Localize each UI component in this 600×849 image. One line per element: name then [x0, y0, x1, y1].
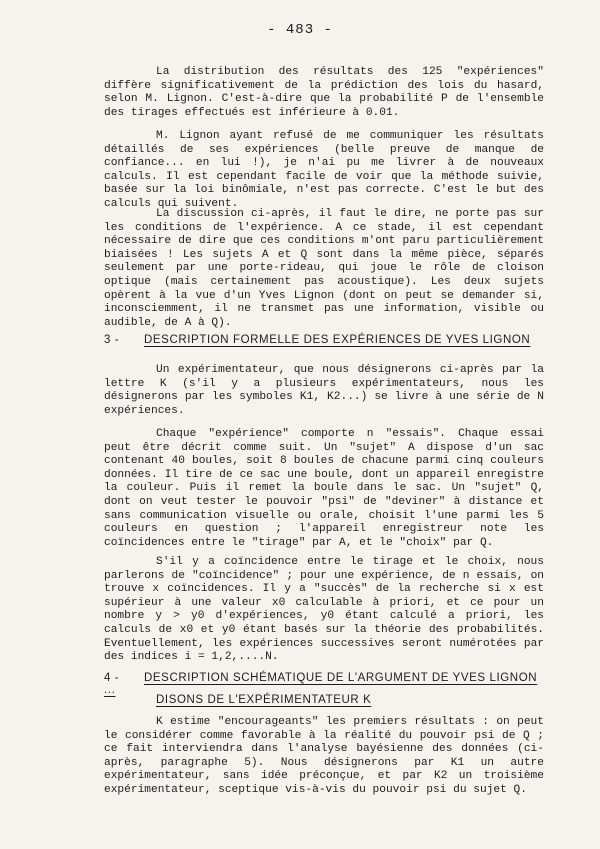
paragraph-discussion	[104, 208, 544, 330]
section-title: DESCRIPTION FORMELLE DES EXPÉRIENCES DE YVES LIGNON	[144, 334, 531, 346]
paragraph-k-estimates	[104, 716, 544, 798]
paragraph-experience	[104, 428, 544, 550]
paragraph-text: M. Lignon ayant refusé de me communiquer les résultats détaillés de ses expériences (belle preuve de manque de confiance... en lui !), je n'ai pu me livrer à de nouveaux calculs. Il est cependant facile de voir que la méthode suivie, basée sur la loi binômiale, n'est pas correcte. C'est le but des calculs qui suivent.	[104, 130, 544, 210]
page-number: - 483 -	[267, 22, 333, 38]
paragraph-distribution	[104, 66, 544, 120]
paragraph-text: Un expérimentateur, que nous désignerons ci-après par la lettre K (s'il y a plusieurs expérimentateurs, nous les désignerons par les symboles K1, K2...) se livre à une série de N expériences.	[104, 364, 544, 417]
paragraph-text: Chaque "expérience" comporte n "essais". Chaque essai peut être décrit comme suit. Un "sujet" A dispose d'un sac contenant 40 boules, soit 8 boules de chacune parmi cinq couleurs données. Il tire de ce sac une boule, dont un appareil enregistre la couleur. Puis il remet la boule dans le sac. Un "sujet" Q, dont on veut tester le pouvoir "psi" de "deviner" à distance et sans communication visuelle ou orale, choisit l'une parmi les 5 couleurs en question ; l'appareil enregistreur note les coïncidences entre le "tirage" par A, et le "choix" par Q.	[104, 428, 544, 549]
section-number: 3 -	[104, 334, 120, 346]
paragraph-text: K estime "encourageants" les premiers résultats : on peut le considérer comme favorable à la réalité du pouvoir psi de Q ; ce fait interviendra dans l'analyse bayésienne des données (ci-après, paragraphe 5). Nous désignerons par K1 un autre expérimentateur, sans idée préconçue, et par K2 un troisième expérimentateur, sceptique vis-à-vis du pouvoir psi du sujet Q.	[104, 716, 544, 796]
paragraph-lignon-refusal	[104, 130, 544, 212]
subsection-heading	[156, 694, 536, 706]
section-heading-3	[104, 334, 544, 346]
section-title: DESCRIPTION SCHÉMATIQUE DE L'ARGUMENT DE YVES LIGNON ...	[104, 672, 538, 696]
subsection-title: DISONS DE L'EXPÉRIMENTATEUR K	[156, 694, 372, 706]
paragraph-text: La distribution des résultats des 125 "expériences" diffère significativement de la prédiction des lois du hasard, selon M. Lignon. C'est-à-dire que la probabilité P de l'ensemble des tirages effectués est inférieure à 0.01.	[104, 66, 544, 119]
section-number: 4 -	[104, 672, 120, 684]
paragraph-experimenter	[104, 364, 544, 418]
paragraph-text: S'il y a coïncidence entre le tirage et le choix, nous parlerons de "coïncidence" ; pour une expérience, de n essais, on trouve x coïncidences. Il y a "succès" de la recherche si x est supérieur à une valeur x0 calculable à priori, et ce pour un nombre y > y0 d'expériences, y0 étant calculé a priori, les calculs de x0 et y0 étant basés sur la théorie des probabilités. Eventuellement, les expériences successives seront numérotées par des indices i = 1,2,....N.	[104, 556, 544, 664]
section-heading-4	[104, 672, 544, 696]
paragraph-text: La discussion ci-après, il faut le dire, ne porte pas sur les conditions de l'expérience. A ce stade, il est cependant nécessaire de dire que ces conditions m'ont paru particulièrement biaisées ! Les sujets A et Q sont dans la même pièce, séparés seulement par une porte-rideau, qui joue le rôle de cloison optique (mais certainement pas acoustique). Les deux sujets opèrent à la vue d'un Yves Lignon (dont on peut se demander si, inconsciemment, il ne transmet pas une information, visible ou audible, de A à Q).	[104, 208, 544, 329]
paragraph-coincidence	[104, 556, 544, 665]
